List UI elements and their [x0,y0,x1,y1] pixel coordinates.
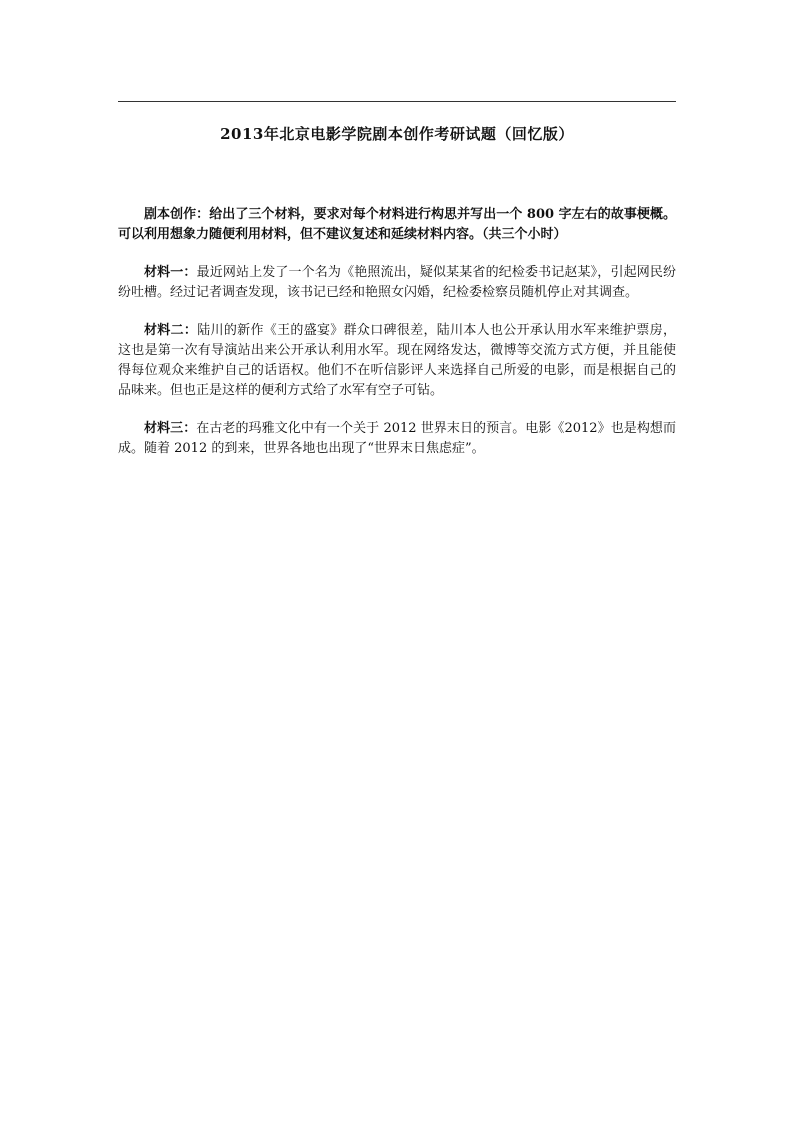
material-paragraph-1 [118,263,676,303]
material-label-3: 材料三： [144,421,197,436]
header-rule [118,101,676,102]
material-paragraph-3 [118,419,676,459]
material-label-2: 材料二： [144,323,198,338]
material-label-1: 材料一： [144,265,197,280]
instruction-paragraph: 剧本创作：给出了三个材料，要求对每个材料进行构思并写出一个 800 字左右的故事梗概。可以利用想象力随便利用材料，但不建议复述和延续材料内容。（共三个小时） [118,207,676,242]
material-text-1: 最近网站上发了一个名为《艳照流出，疑似某某省的纪检委书记赵某》，引起网民纷纷吐槽。经过记者调查发现，该书记已经和艳照女闪婚，纪检委检察员随机停止对其调查。 [118,265,676,300]
material-text-2: 陆川的新作《王的盛宴》群众口碑很差，陆川本人也公开承认用水军来维护票房，这也是第一次有导演站出来公开承认利用水军。现在网络发达，微博等交流方式方便，并且能使得每位观众来维护自己的话语权。他们不在听信影评人来选择自己所爱的电影，而是根据自己的品味来。但也正是这样的便利方式给了水军有空子可钻。 [118,323,676,398]
document-title: 2013年北京电影学院剧本创作考研试题（回忆版） [220,125,574,143]
document-body [118,205,676,459]
material-paragraph-2 [118,321,676,401]
material-text-3: 在古老的玛雅文化中有一个关于 2012 世界末日的预言。电影《2012》也是构想而成。随着 2012 的到来，世界各地也出现了“世界末日焦虑症”。 [118,421,676,456]
